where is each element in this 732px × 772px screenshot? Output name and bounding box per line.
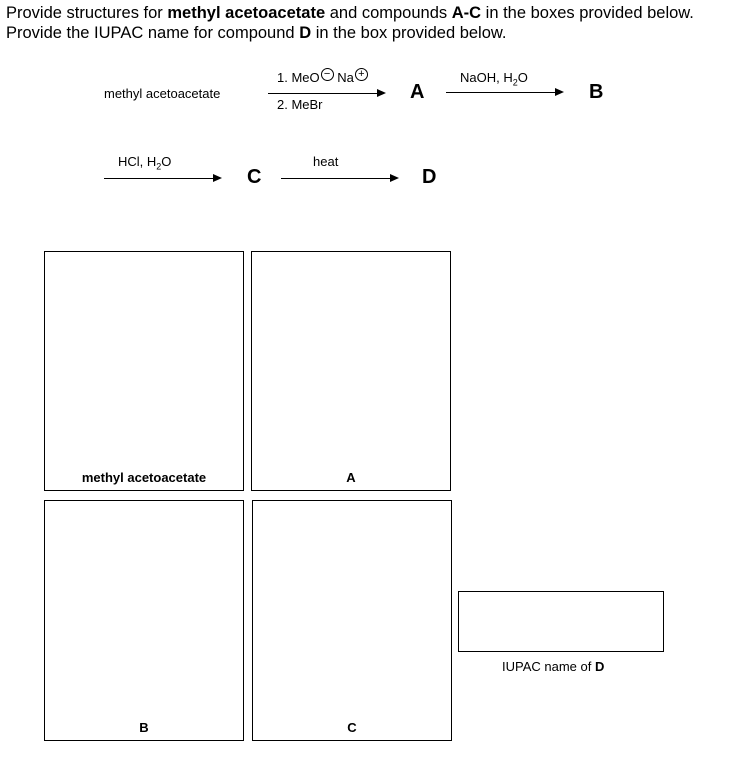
minus-charge-icon: − [321, 68, 334, 81]
start-material-label: methyl acetoacetate [104, 86, 221, 101]
box-label-b: B [139, 720, 149, 735]
box-label-a: A [346, 470, 356, 485]
arrow-step3 [104, 174, 222, 182]
arrow-step2 [446, 88, 564, 96]
answer-box-methyl-acetoacetate[interactable] [44, 251, 244, 491]
step1-reagent-1: 1. MeO − Na + [277, 68, 368, 85]
box-label-c: C [347, 720, 357, 735]
arrow-step4 [281, 174, 399, 182]
instr-bold-methyl-acetoacetate: methyl acetoacetate [167, 4, 326, 22]
answer-box-c[interactable] [252, 500, 452, 741]
iupac-answer-box[interactable] [458, 591, 664, 652]
plus-charge-icon: + [355, 68, 368, 81]
answer-box-b[interactable] [44, 500, 244, 741]
answer-box-a[interactable] [251, 251, 451, 491]
iupac-caption: IUPAC name of D [502, 659, 605, 674]
iupac-caption-bold-d: D [594, 659, 605, 674]
step4-reagent: heat [313, 154, 339, 169]
step2-reagent: NaOH, $H_2O$ [460, 70, 528, 88]
step3-reagent: HCl, $H_2O$ [118, 154, 172, 172]
arrow-step1 [268, 89, 386, 97]
instr-bold-a-c: A-C [451, 4, 482, 22]
product-d-label: D [422, 166, 437, 188]
box-label-methyl-acetoacetate: methyl acetoacetate [81, 470, 207, 485]
instructions: Provide structures for methyl acetoacetate and compounds A-C in the boxes provided below. Provide the IUPAC name for compound D in the box provided below. [6, 4, 694, 42]
step1-reagent-2: 2. MeBr [277, 97, 323, 112]
product-c-label: C [247, 166, 262, 188]
instr-bold-d: D [299, 24, 312, 42]
product-b-label: B [589, 81, 604, 103]
product-a-label: A [410, 81, 425, 103]
